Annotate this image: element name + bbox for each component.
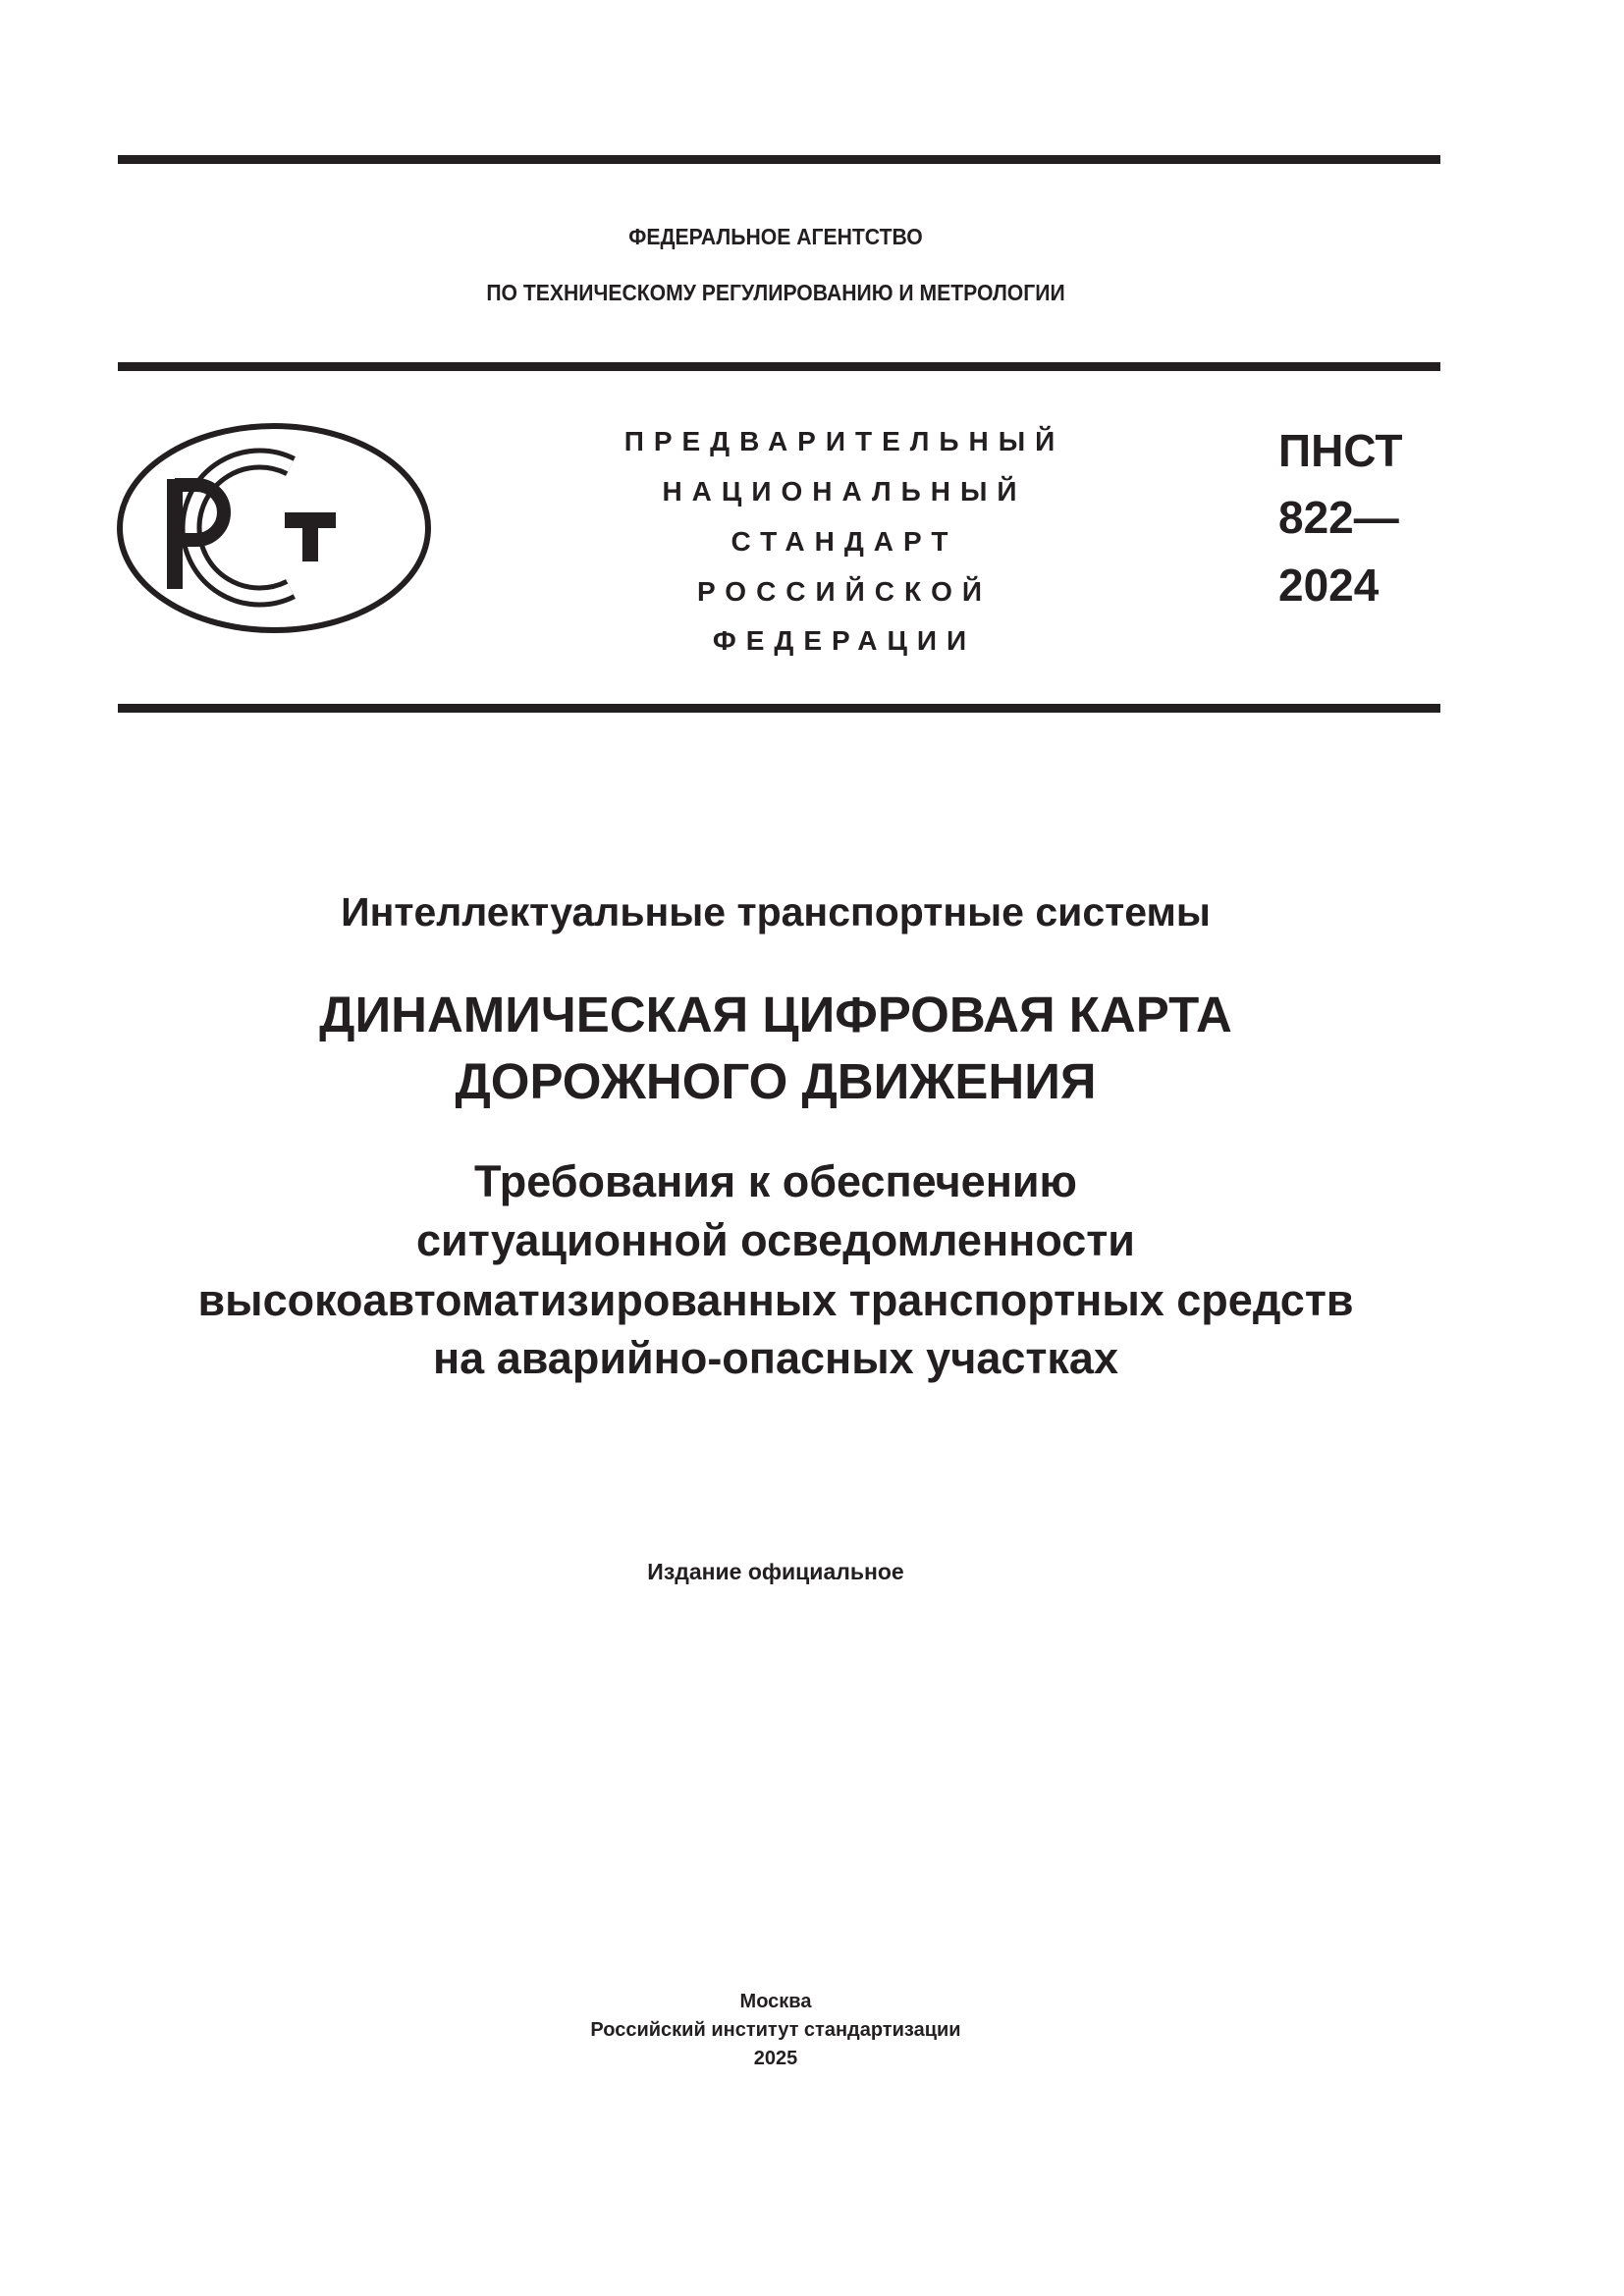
standard-type-line-2: НАЦИОНАЛЬНЫЙ [662, 476, 1027, 507]
standard-code-year: 2024 [1278, 560, 1380, 611]
agency-line-1: ФЕДЕРАЛЬНОЕ АГЕНТСТВО [628, 224, 923, 249]
publisher-year: 2025 [753, 2048, 798, 2069]
middle-rule [118, 362, 1440, 371]
main-title-line-1: ДИНАМИЧЕСКАЯ ЦИФРОВАЯ КАРТА [319, 987, 1232, 1042]
subtitle-line-2: ситуационной осведомленности [416, 1215, 1135, 1265]
gost-r-logo [116, 422, 432, 634]
subtitle-line-3: высокоавтоматизированных транспортных средств [197, 1275, 1354, 1325]
series-title: Интеллектуальные транспортные системы [341, 889, 1211, 934]
standard-type-line-1: ПРЕДВАРИТЕЛЬНЫЙ [623, 426, 1065, 456]
standard-type-line-3: СТАНДАРТ [731, 526, 958, 557]
subtitle-line-1: Требования к обеспечению [474, 1156, 1077, 1206]
publisher-name: Российский институт стандартизации [590, 2019, 961, 2041]
bottom-rule [118, 704, 1440, 713]
top-rule [118, 155, 1440, 164]
standard-type-line-5: ФЕДЕРАЦИИ [712, 625, 977, 656]
standard-type-line-4: РОССИЙСКОЙ [697, 576, 992, 607]
standard-code-prefix: ПНСТ [1278, 425, 1403, 476]
subtitle-line-4: на аварийно-опасных участках [433, 1333, 1118, 1383]
main-title-line-2: ДОРОЖНОГО ДВИЖЕНИЯ [455, 1053, 1097, 1109]
edition-label: Издание официальное [647, 1559, 904, 1584]
agency-line-2: ПО ТЕХНИЧЕСКОМУ РЕГУЛИРОВАНИЮ И МЕТРОЛОГИИ [486, 280, 1065, 305]
publisher-city: Москва [739, 1991, 812, 2012]
standard-code-number: 822— [1278, 492, 1399, 543]
